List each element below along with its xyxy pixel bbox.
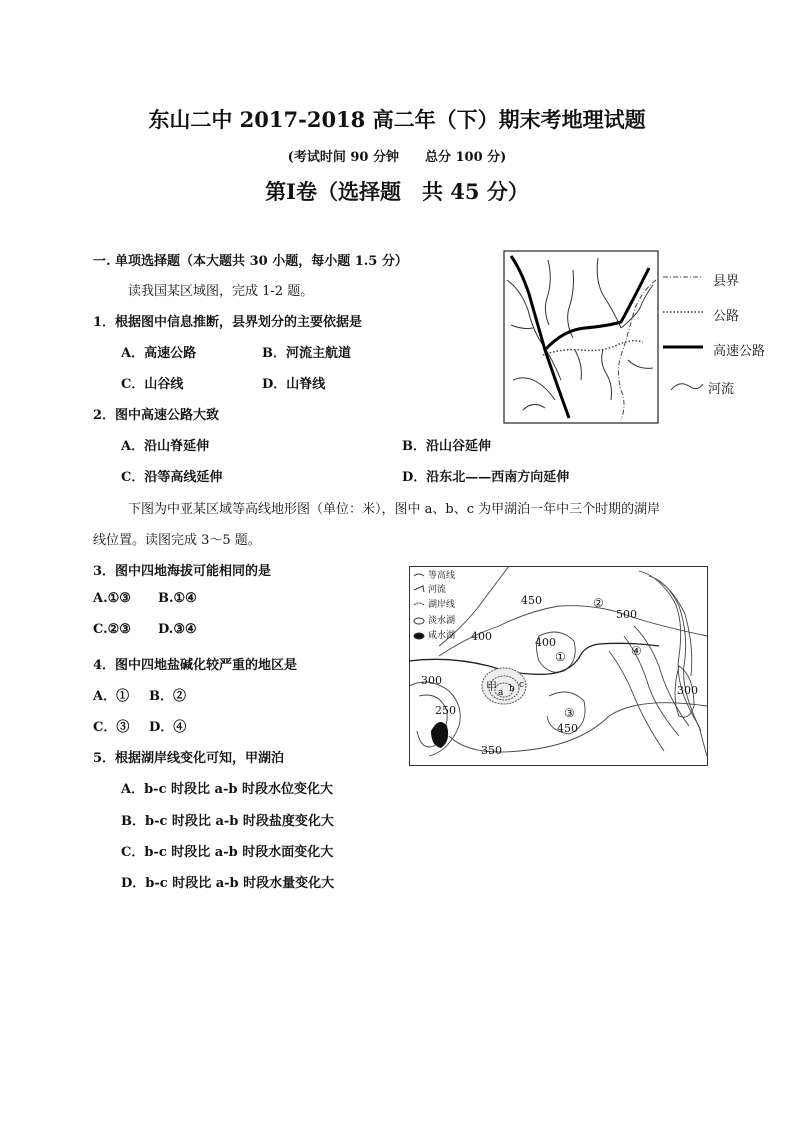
section-heading: 一. 单项选择题（本大题共 30 小题，每小题 1.5 分） [93, 254, 408, 269]
volume-title: 第Ⅰ卷（选择题 共 45 分） [265, 179, 529, 204]
question-1-stem: 1．根据图中信息推断，县界划分的主要依据是 [93, 315, 363, 330]
intro-q1-2: 读我国某区域图，完成 1-2 题。 [128, 284, 314, 299]
site-2: ② [593, 596, 604, 610]
question-4-option-b[interactable]: B．② [149, 689, 186, 704]
question-4-option-c[interactable]: C．③ [93, 720, 130, 735]
question-2-option-c[interactable]: C．沿等高线延伸 [121, 470, 223, 485]
exam-time: (考试时间 90 分钟 [287, 150, 399, 165]
lakeshore-label-a: a [498, 688, 504, 698]
site-3: ③ [564, 706, 575, 720]
contour-label-250: 250 [435, 704, 456, 717]
total-score: 总分 100 分) [424, 150, 507, 165]
legend-river: 河流 [708, 382, 735, 397]
question-1-option-c[interactable]: C．山谷线 [121, 377, 184, 392]
legend-freshwater-lake: 淡水湖 [428, 616, 456, 626]
contour-label-300-left: 300 [421, 674, 442, 687]
contour-map [409, 566, 708, 766]
legend-contour: 等高线 [428, 571, 456, 581]
question-1-option-a[interactable]: A．高速公路 [121, 346, 197, 361]
question-4-stem: 4．图中四地盐碱化较严重的地区是 [93, 658, 298, 673]
question-1-option-d[interactable]: D．山脊线 [262, 377, 326, 392]
question-2-option-b[interactable]: B．沿山谷延伸 [402, 439, 491, 454]
question-3-option-d[interactable]: D.③④ [158, 622, 197, 637]
question-5-stem: 5．根据湖岸线变化可知，甲湖泊 [93, 751, 285, 766]
legend-road: 公路 [713, 309, 740, 324]
site-4: ④ [631, 644, 642, 658]
contour-label-450-bottom: 450 [557, 722, 578, 735]
contour-label-350: 350 [481, 744, 502, 757]
question-2-stem: 2．图中高速公路大致 [93, 408, 220, 423]
legend-county-border: 县界 [713, 274, 740, 289]
exam-info [0, 146, 794, 165]
regional-map-legend [663, 277, 703, 390]
question-2-option-a[interactable]: A．沿山脊延伸 [121, 439, 210, 454]
intro-q3-5-line1: 下图为中亚某区域等高线地形图（单位：米），图中 a、b、c 为甲湖泊一年中三个时期的湖岸 [128, 502, 661, 517]
contour-label-300-right: 300 [677, 684, 698, 697]
question-5-option-b[interactable]: B．b-c 时段比 a-b 时段盐度变化大 [121, 814, 334, 829]
legend-lakeshore: 湖岸线 [428, 600, 456, 610]
contour-label-400-left: 400 [471, 630, 492, 643]
lake-jia-label: 甲 [486, 680, 497, 693]
contour-label-500: 500 [616, 608, 637, 621]
question-3-stem: 3．图中四地海拔可能相同的是 [93, 564, 272, 579]
legend-river-symbol [671, 384, 703, 390]
regional-map-figure [503, 250, 775, 426]
legend-saltwater-lake: 咸水湖 [428, 631, 456, 641]
intro-q3-5-line2: 线位置。读图完成 3～5 题。 [93, 533, 261, 548]
exam-title: 东山二中 2017-2018 高二年（下）期末考地理试题 [148, 107, 646, 132]
question-3-option-b[interactable]: B.①④ [158, 591, 197, 606]
regional-map-frame [504, 251, 658, 423]
lakeshore-label-b: b [509, 684, 515, 694]
question-2-option-d[interactable]: D．沿东北——西南方向延伸 [402, 470, 570, 485]
question-3-option-a[interactable]: A.①③ [93, 591, 131, 606]
legend-saltwater-symbol [414, 633, 424, 639]
legend-highway: 高速公路 [713, 344, 766, 359]
contour-label-450-top: 450 [521, 594, 542, 607]
legend-river: 河流 [428, 585, 447, 595]
lakeshore-label-c: c [519, 680, 525, 690]
question-3-option-c[interactable]: C.②③ [93, 622, 131, 637]
contour-map-figure [409, 566, 708, 766]
question-5-option-a[interactable]: A．b-c 时段比 a-b 时段水位变化大 [121, 782, 333, 797]
question-5-option-d[interactable]: D．b-c 时段比 a-b 时段水量变化大 [121, 876, 335, 891]
question-4-option-a[interactable]: A．① [93, 689, 130, 704]
contour-label-400-center: 400 [535, 636, 556, 649]
question-5-option-c[interactable]: C．b-c 时段比 a-b 时段水面变化大 [121, 845, 334, 860]
question-1-option-b[interactable]: B．河流主航道 [262, 346, 351, 361]
question-4-option-d[interactable]: D．④ [149, 720, 187, 735]
site-1: ① [555, 650, 566, 664]
